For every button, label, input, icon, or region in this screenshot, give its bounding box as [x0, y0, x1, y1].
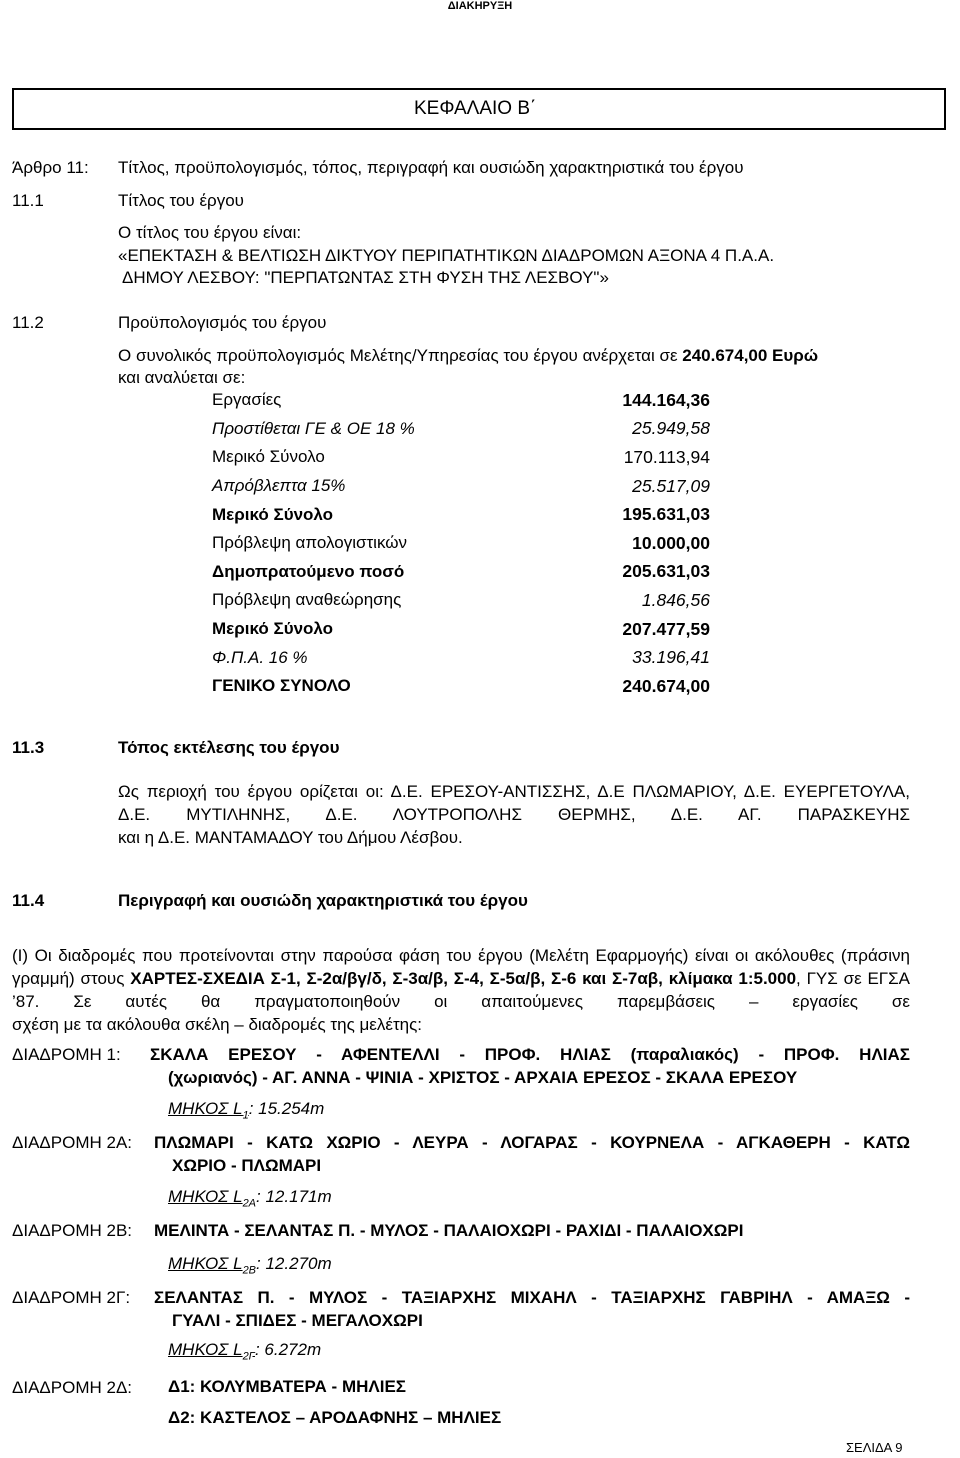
route-length-subscript: 2Α — [242, 1197, 257, 1210]
description-paragraph — [12, 944, 910, 1036]
budget-row-label: Μερικό Σύνολο — [212, 504, 334, 524]
budget-intro — [118, 346, 818, 366]
description-part-d: σχέση με τα ακόλουθα σκέλη – διαδρομές της μελέτης: — [12, 1015, 423, 1034]
route-length — [168, 1187, 332, 1213]
route-length — [168, 1099, 324, 1125]
description-text — [12, 944, 910, 1013]
route-length — [168, 1340, 321, 1366]
budget-table — [212, 386, 710, 701]
budget-row — [212, 643, 710, 672]
route-length-label — [168, 1187, 257, 1210]
budget-row-label: Προστίθεται ΓΕ & ΟΕ 18 % — [212, 418, 415, 438]
route-label: ΔΙΑΔΡΟΜΗ 2Α: — [12, 1133, 133, 1152]
page-number: ΣΕΛΙΔΑ 9 — [846, 1440, 903, 1455]
route-length-label — [168, 1254, 257, 1277]
budget-row-label: Εργασίες — [212, 390, 282, 410]
budget-row — [212, 472, 710, 501]
project-title-line-1: «ΕΠΕΚΤΑΣΗ & ΒΕΛΤΙΩΣΗ ΔΙΚΤΥΟΥ ΠΕΡΙΠΑΤΗΤΙΚΩΝ ΔΙΑΔΡΟΜΩΝ ΑΞΟΝΑ 4 Π.Α.Α. — [118, 246, 775, 265]
budget-row-value: 207.477,59 — [622, 618, 710, 639]
budget-row-value: 205.631,03 — [622, 561, 710, 582]
budget-row-value: 10.000,00 — [632, 532, 710, 553]
section-11-2-number: 11.2 — [12, 313, 44, 332]
budget-row — [212, 415, 710, 444]
route-path-line-1: ΣΚΑΛΑ ΕΡΕΣΟΥ - ΑΦΕΝΤΕΛΛΙ - ΠΡΟΦ. ΗΛΙΑΣ (παραλιακός) - ΠΡΟΦ. ΗΛΙΑΣ — [150, 1045, 910, 1064]
route-length-label-text: ΜΗΚΟΣ L — [168, 1340, 243, 1359]
section-11-3-number: 11.3 — [12, 738, 45, 757]
route-path-line-2: (χωριανός) - ΑΓ. ΑΝΝΑ - ΨΙΝΙΑ - ΧΡΙΣΤΟΣ - ΑΡΧΑΙΑ ΕΡΕΣΟΣ - ΣΚΑΛΑ ΕΡΕΣΟΥ — [168, 1068, 798, 1087]
route-path-line-1: ΣΕΛΑΝΤΑΣ Π. - ΜΥΛΟΣ - ΤΑΞΙΑΡΧΗΣ ΜΙΧΑΗΛ - ΤΑΞΙΑΡΧΗΣ ΓΑΒΡΙΗΛ - ΑΜΑΞΩ - — [154, 1288, 910, 1307]
budget-intro-text: Ο συνολικός προϋπολογισμός Μελέτης/Υπηρεσίας του έργου ανέρχεται σε — [118, 346, 683, 365]
chapter-box — [12, 88, 946, 130]
route-path — [154, 1131, 910, 1177]
route-label: ΔΙΑΔΡΟΜΗ 2Γ: — [12, 1288, 131, 1307]
project-title-line-2: ΔΗΜΟΥ ΛΕΣΒΟΥ: "ΠΕΡΠΑΤΩΝΤΑΣ ΣΤΗ ΦΥΣΗ ΤΗΣ ΛΕΣΒΟΥ"» — [122, 268, 609, 287]
budget-row-label: Δημοπρατούμενο ποσό — [212, 561, 405, 581]
section-11-4-heading: Περιγραφή και ουσιώδη χαρακτηριστικά του έργου — [118, 891, 528, 910]
budget-row-label: Απρόβλεπτα 15% — [212, 476, 346, 496]
budget-row-label: Μερικό Σύνολο — [212, 619, 334, 639]
budget-row-value: 170.113,94 — [623, 446, 710, 467]
budget-row-label: Μερικό Σύνολο — [212, 447, 325, 467]
chapter-title: ΚΕΦΑΛΑΙΟ Β΄ — [414, 98, 537, 119]
route-length — [168, 1254, 332, 1280]
route-path-line-2: ΧΩΡΙΟ - ΠΛΩΜΑΡΙ — [172, 1156, 322, 1175]
route-path — [154, 1286, 910, 1332]
budget-row — [212, 443, 710, 472]
budget-row-label: Φ.Π.Α. 16 % — [212, 647, 308, 667]
location-text: Ως περιοχή του έργου ορίζεται οι: Δ.Ε. ΕΡΕΣΟΥ-ΑΝΤΙΣΣΗΣ, Δ.Ε ΠΛΩΜΑΡΙΟΥ, Δ.Ε. ΕΥΕΡΓΕΤΟΥΛΑ, Δ.Ε. ΜΥΤΙΛΗΝΗΣ, Δ.Ε. ΛΟΥΤΡΟΠΟΛΗΣ ΘΕΡΜΗΣ, Δ.Ε. ΑΓ. ΠΑΡΑΣΚΕΥΗΣ — [118, 782, 910, 824]
budget-row-value: 195.631,03 — [622, 504, 710, 525]
route-length-value: : 15.254m — [248, 1099, 325, 1118]
article-title: Τίτλος, προϋπολογισμός, τόπος, περιγραφή και ουσιώδη χαρακτηριστικά του έργου — [118, 158, 744, 177]
budget-row — [212, 386, 710, 415]
location-text-last: και η Δ.Ε. ΜΑΝΤΑΜΑΔΟΥ του Δήμου Λέσβου. — [118, 828, 463, 847]
route-2d-label: ΔΙΑΔΡΟΜΗ 2Δ: — [12, 1378, 133, 1397]
budget-row-value: 25.949,58 — [632, 418, 710, 439]
description-part-a: (I) Οι διαδρομές που προτείνονται στην παρούσα φάση του έργου (Μελέτη Εφαρμογής) είναι οι ακόλουθες (πράσινη γραμμή) στους — [12, 946, 910, 988]
route-label: ΔΙΑΔΡΟΜΗ 1: — [12, 1045, 121, 1064]
section-11-2-heading: Προϋπολογισμός του έργου — [118, 313, 327, 332]
budget-row — [212, 558, 710, 587]
budget-row-value: 1.846,56 — [641, 589, 710, 610]
section-11-1-number: 11.1 — [12, 191, 44, 210]
budget-row-value: 144.164,36 — [622, 389, 710, 410]
section-11-1-heading: Τίτλος του έργου — [118, 191, 244, 210]
budget-row-value: 33.196,41 — [632, 647, 710, 668]
route-label: ΔΙΑΔΡΟΜΗ 2Β: — [12, 1221, 133, 1240]
route-length-value: : 12.270m — [256, 1254, 332, 1273]
section-11-3-heading: Τόπος εκτέλεσης του έργου — [118, 738, 340, 757]
route-length-label — [168, 1099, 249, 1122]
route-length-label-text: ΜΗΚΟΣ L — [168, 1254, 243, 1273]
budget-row-value: 240.674,00 — [622, 675, 710, 696]
budget-total: 240.674,00 Ευρώ — [682, 346, 819, 365]
route-path — [150, 1043, 910, 1089]
budget-intro-continued: και αναλύεται σε: — [118, 368, 246, 387]
budget-row-label: Πρόβλεψη αναθεώρησης — [212, 590, 402, 610]
description-part-c: , ΓΥΣ σε ΕΓΣΑ ’87. Σε αυτές θα πραγματοποιηθούν οι απαιτούμενες παρεμβάσεις – εργασίες σε — [12, 969, 911, 1011]
route-path — [154, 1219, 910, 1242]
location-paragraph — [118, 780, 910, 849]
route-2d-sub-2: Δ2: ΚΑΣΤΕΛΟΣ – ΑΡΟΔΑΦΝΗΣ – ΜΗΛΙΕΣ — [168, 1408, 502, 1427]
article-label: Άρθρο 11: — [12, 158, 89, 177]
route-length-label — [168, 1340, 255, 1363]
budget-row — [212, 529, 710, 558]
route-length-subscript: 2Γ — [242, 1350, 255, 1363]
route-length-value: : 6.272m — [254, 1340, 322, 1359]
budget-row-value: 25.517,09 — [632, 475, 710, 496]
budget-row-label: Πρόβλεψη απολογιστικών — [212, 533, 408, 553]
document-header: ΔΙΑΚΗΡΥΞΗ — [447, 0, 513, 12]
budget-row-label: ΓΕΝΙΚΟ ΣΥΝΟΛΟ — [212, 676, 351, 696]
route-path-line-2: ΓΥΑΛΙ - ΣΠΙΔΕΣ - ΜΕΓΑΛΟΧΩΡΙ — [172, 1311, 423, 1330]
route-2d-sub-1: Δ1: ΚΟΛΥΜΒΑΤΕΡΑ - ΜΗΛΙΕΣ — [168, 1377, 406, 1396]
route-length-subscript: 2Β — [242, 1264, 257, 1277]
budget-row — [212, 586, 710, 615]
route-length-label-text: ΜΗΚΟΣ L — [168, 1099, 243, 1118]
section-11-4-number: 11.4 — [12, 891, 45, 910]
budget-row — [212, 615, 710, 644]
description-maps: ΧΑΡΤΕΣ-ΣΧΕΔΙΑ Σ-1, Σ-2α/βγ/δ, Σ-3α/β, Σ-4, Σ-5α/β, Σ-6 και Σ-7αβ, κλίμακα 1:5.000 — [130, 969, 797, 988]
budget-row — [212, 672, 710, 701]
route-length-label-text: ΜΗΚΟΣ L — [168, 1187, 243, 1206]
route-length-value: : 12.171m — [256, 1187, 332, 1206]
budget-row — [212, 500, 710, 529]
route-path-line-1: ΠΛΩΜΑΡΙ - ΚΑΤΩ ΧΩΡΙΟ - ΛΕΥΡΑ - ΛΟΓΑΡΑΣ - ΚΟΥΡΝΕΛΑ - ΑΓΚΑΘΕΡΗ - ΚΑΤΩ — [154, 1133, 910, 1152]
project-title-intro: Ο τίτλος του έργου είναι: — [118, 223, 302, 242]
route-length-subscript: 1 — [242, 1109, 249, 1122]
route-path-line-1: ΜΕΛΙΝΤΑ - ΣΕΛΑΝΤΑΣ Π. - ΜΥΛΟΣ - ΠΑΛΑΙΟΧΩΡΙ - ΡΑΧΙΔΙ - ΠΑΛΑΙΟΧΩΡΙ — [154, 1221, 744, 1240]
